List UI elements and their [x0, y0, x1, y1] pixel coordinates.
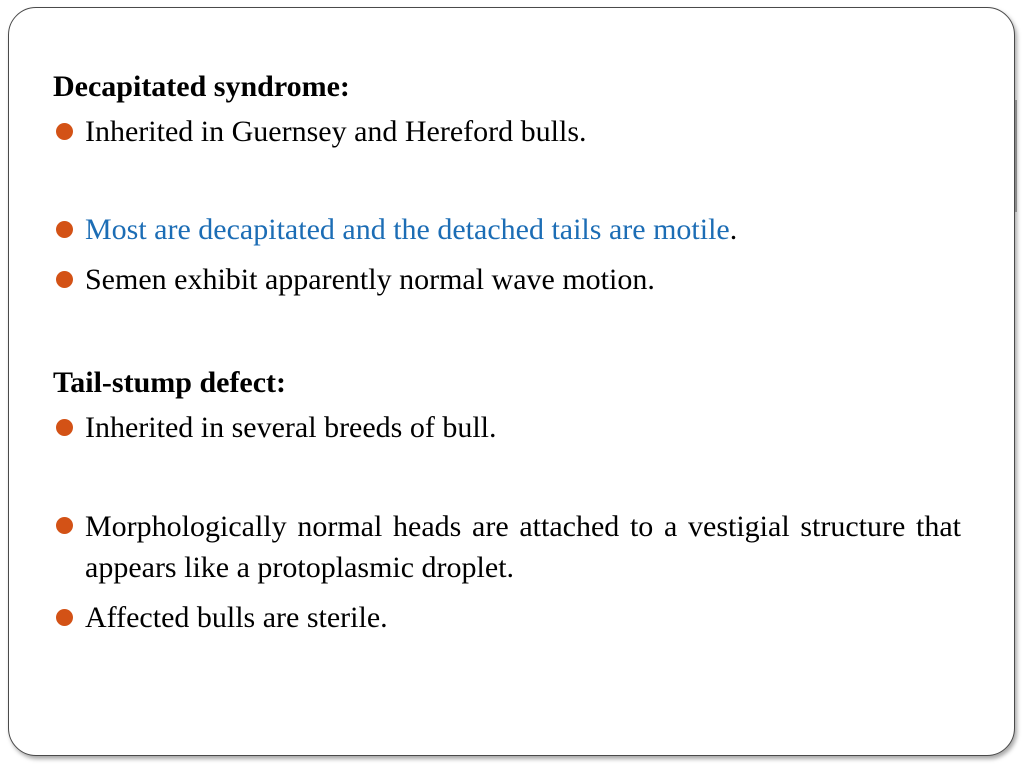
bullet-text: Inherited in several breeds of bull.	[85, 411, 497, 444]
slide-edge-accent	[1015, 100, 1017, 212]
spacer	[53, 448, 961, 506]
bullet-item	[53, 598, 961, 638]
spacer	[53, 300, 961, 358]
bullet-text: Affected bulls are sterile.	[85, 601, 388, 634]
bullet-item	[53, 408, 961, 448]
bullet-icon	[56, 123, 73, 140]
bullet-item	[53, 112, 961, 152]
slide-content	[53, 62, 961, 638]
bullet-text-highlight: Most are decapitated and the detached tails are motile	[85, 213, 730, 246]
tail-stump-defect-heading: Tail-stump defect:	[53, 366, 287, 399]
bullet-text: Semen exhibit apparently normal wave motion.	[85, 263, 655, 296]
bullet-icon	[56, 419, 73, 436]
spacer	[53, 250, 961, 260]
spacer	[53, 152, 961, 210]
bullet-text: Inherited in Guernsey and Hereford bulls.	[85, 115, 587, 148]
bullet-icon	[56, 609, 73, 626]
decapitated-syndrome-heading: Decapitated syndrome:	[53, 70, 350, 103]
bullet-icon	[56, 517, 73, 534]
bullet-item	[53, 260, 961, 300]
bullet-text: Morphologically normal heads are attached to a vestigial structure that appears like a protoplasmic droplet.	[85, 510, 961, 584]
spacer	[53, 588, 961, 598]
bullet-icon	[56, 221, 73, 238]
bullet-icon	[56, 271, 73, 288]
bullet-item	[53, 210, 961, 250]
bullet-item	[53, 506, 961, 588]
bullet-text-period: .	[729, 213, 738, 246]
